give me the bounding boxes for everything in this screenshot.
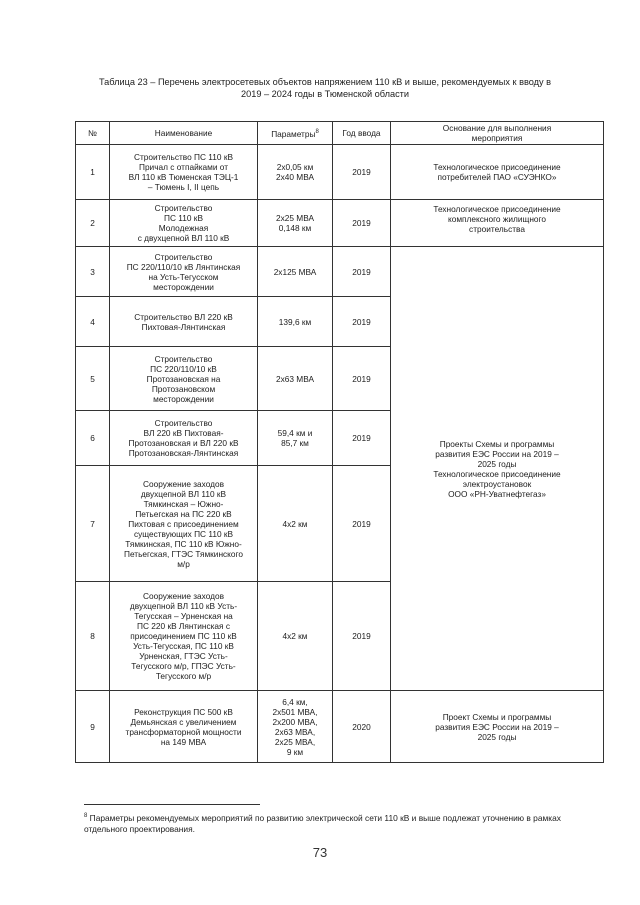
cell-name: Строительство ВЛ 220 кВ Пихтовая- Протозановская и ВЛ 220 кВ Протозановская-Лянтинская (110, 411, 258, 466)
footnote-text: Параметры рекомендуемых мероприятий по развитию электрической сети 110 кВ и выше подлежат уточнению в рамках отдельного проектирования. (84, 812, 561, 834)
cell-basis: Проект Схемы и программы развития ЕЭС России на 2019 – 2025 годы (391, 691, 604, 763)
cell-year: 2019 (333, 145, 391, 200)
cell-name: Строительство ПС 110 кВ Молодежная с двухцепной ВЛ 110 кВ (110, 200, 258, 247)
footnote (84, 811, 604, 835)
cell-name: Сооружение заходов двухцепной ВЛ 110 кВ Тямкинская – Южно- Петьегская на ПС 220 кВ Пихтовая с присоединением существующих ПС 110 кВ Тямкинская, ПС 110 кВ Южно- Петьегская, ГТЭС Тямкинского м/р (110, 466, 258, 582)
cell-year: 2019 (333, 247, 391, 297)
cell-year: 2019 (333, 200, 391, 247)
cell-params: 4х2 км (258, 582, 333, 691)
table-row (76, 200, 604, 247)
cell-params: 2х0,05 км 2х40 МВА (258, 145, 333, 200)
table-header-row (76, 122, 604, 145)
footnote-divider (84, 804, 260, 805)
cell-year: 2019 (333, 297, 391, 347)
header-year: Год ввода (333, 122, 391, 145)
cell-num: 7 (76, 466, 110, 582)
caption-line-1: Таблица 23 – Перечень электросетевых объектов напряжением 110 кВ и выше, рекомендуемых к вводу в (98, 77, 552, 87)
cell-name: Сооружение заходов двухцепной ВЛ 110 кВ Усть- Тегусская – Урненская на ПС 220 кВ Лянтинская с присоединением ПС 110 кВ Усть-Тегусская, ПС 110 кВ Урненская, ГТЭС Усть- Тегусского м/р, ГПЭС Усть- Тегусского м/р (110, 582, 258, 691)
cell-name: Строительство ПС 110 кВ Причал с отпайками от ВЛ 110 кВ Тюменская ТЭЦ-1 – Тюмень I, II цепь (110, 145, 258, 200)
cell-name: Строительство ПС 220/110/10 кВ Лянтинская на Усть-Тегусском месторождении (110, 247, 258, 297)
cell-year: 2019 (333, 466, 391, 582)
caption-line-2: 2019 – 2024 годы в Тюменской области (240, 89, 410, 99)
table-row (76, 247, 604, 297)
header-num: № (76, 122, 110, 145)
cell-num: 3 (76, 247, 110, 297)
header-params-label: Параметры (271, 128, 316, 139)
cell-num: 9 (76, 691, 110, 763)
cell-basis: Технологическое присоединение комплексного жилищного строительства (391, 200, 604, 247)
footnote-ref: 8 (315, 129, 319, 136)
cell-num: 8 (76, 582, 110, 691)
cell-params: 59,4 км и 85,7 км (258, 411, 333, 466)
cell-num: 4 (76, 297, 110, 347)
cell-name: Строительство ВЛ 220 кВ Пихтовая-Лянтинская (110, 297, 258, 347)
cell-year: 2019 (333, 411, 391, 466)
cell-params: 2х125 МВА (258, 247, 333, 297)
cell-params: 139,6 км (258, 297, 333, 347)
cell-num: 6 (76, 411, 110, 466)
header-name: Наименование (110, 122, 258, 145)
table-row (76, 145, 604, 200)
header-basis: Основание для выполнения мероприятия (391, 122, 604, 145)
cell-name: Строительство ПС 220/110/10 кВ Протозановская на Протозановском месторождении (110, 347, 258, 411)
cell-params: 4х2 км (258, 466, 333, 582)
cell-name: Реконструкция ПС 500 кВ Демьянская с увеличением трансформаторной мощности на 149 МВА (110, 691, 258, 763)
table-row (76, 691, 604, 763)
cell-year: 2020 (333, 691, 391, 763)
cell-year: 2019 (333, 582, 391, 691)
table-caption (60, 76, 590, 100)
objects-table (75, 121, 604, 763)
cell-params: 2х25 МВА 0,148 км (258, 200, 333, 247)
cell-num: 2 (76, 200, 110, 247)
cell-params: 2х63 МВА (258, 347, 333, 411)
footnote-mark: 8 (84, 813, 88, 819)
page-number: 73 (312, 845, 328, 860)
cell-year: 2019 (333, 347, 391, 411)
cell-params: 6,4 км, 2х501 МВА, 2х200 МВА, 2х63 МВА, 2х25 МВА, 9 км (258, 691, 333, 763)
header-params (258, 122, 333, 145)
cell-basis: Технологическое присоединение потребителей ПАО «СУЭНКО» (391, 145, 604, 200)
cell-num: 1 (76, 145, 110, 200)
cell-basis-merged: Проекты Схемы и программы развития ЕЭС России на 2019 – 2025 годы Технологическое присоединение электроустановок ООО «РН-Уватнефтегаз» (391, 247, 604, 691)
cell-num: 5 (76, 347, 110, 411)
